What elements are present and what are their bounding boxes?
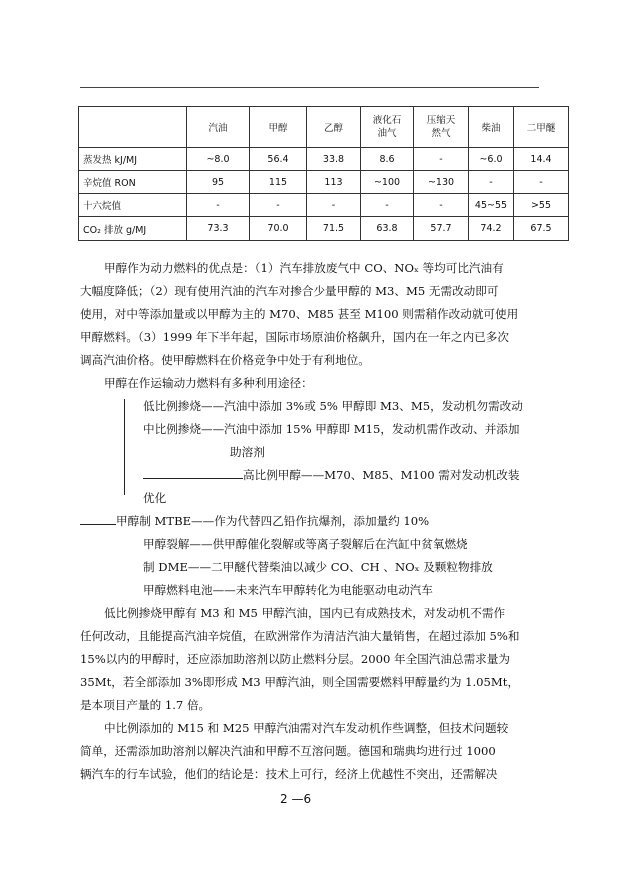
table-cell: CO₂ 排放 g/MJ: [79, 217, 187, 241]
table-cell: 57.7: [414, 217, 469, 241]
paragraph-line: 中比例添加的 M15 和 M25 甲醇汽油需对汽车发动机作些调整，但技术问题较: [104, 721, 509, 735]
use-cracking: 甲醇裂解——供甲醇催化裂解或等离子裂解后在汽缸中贫氧燃烧: [143, 537, 468, 551]
paragraph-line: 甲醇燃料。（3）1999 年下半年起，国际市场原油价格飙升，国内在一年之内已多次: [80, 330, 509, 344]
paragraph-line: 大幅度降低；（2）现有使用汽油的汽车对掺合少量甲醇的 M3、M5 无需改动即可: [80, 284, 499, 298]
table-cell: 十六烷值: [79, 194, 187, 217]
use-fuel-cell: 甲醇燃料电池——未来汽车甲醇转化为电能驱动电动汽车: [143, 583, 433, 597]
table-row: [79, 217, 569, 241]
table-header-cell: 二甲醚: [514, 107, 569, 148]
use-mtbe: 甲醇制 MTBE——作为代替四乙铅作抗爆剂，添加量约 10%: [116, 514, 430, 528]
table-cell: ~8.0: [187, 148, 250, 171]
table-cell: 63.8: [361, 217, 414, 241]
table-cell: -: [307, 194, 361, 217]
use-dme: 制 DME——二甲醚代替柴油以减少 CO、CH 、NOₓ 及颗粒物排放: [143, 560, 493, 574]
paragraph-line: 甲醇在作运输动力燃料有多种利用途径：: [104, 376, 313, 390]
table-cell: -: [250, 194, 307, 217]
table-cell: 73.3: [187, 217, 250, 241]
table-cell: 115: [250, 171, 307, 194]
table-cell: 74.2: [469, 217, 514, 241]
use-high-ratio: 高比例甲醇——M70、M85、M100 需对发动机改装: [243, 468, 520, 482]
paragraph-line: 低比例掺烧甲醇有 M3 和 M5 甲醇汽油，国内已有成熟技术，对发动机不需作: [104, 606, 506, 620]
table-cell: 71.5: [307, 217, 361, 241]
table-header-cell: 汽油: [187, 107, 250, 148]
table-cell: 辛烷值 RON: [79, 171, 187, 194]
table-cell: -: [187, 194, 250, 217]
table-cell: 45~55: [469, 194, 514, 217]
table-cell: 95: [187, 171, 250, 194]
table-header-cell: 液化石 油气: [361, 107, 414, 148]
table-cell: -: [414, 194, 469, 217]
page-number: 2 —6: [280, 792, 312, 806]
use-mid-ratio: 中比例掺烧——汽油中添加 15% 甲醇即 M15，发动机需作改动、并添加: [143, 422, 520, 436]
table-row: [79, 148, 569, 171]
outline-bracket: [124, 399, 125, 495]
table-cell: ~6.0: [469, 148, 514, 171]
fuel-property-table: [78, 106, 569, 241]
table-cell: >55: [514, 194, 569, 217]
paragraph-line: 甲醇作为动力燃料的优点是：（1）汽车排放废气中 CO、NOₓ 等均可比汽油有: [104, 261, 504, 275]
paragraph-line: 35Mt，若全部添加 3%即形成 M3 甲醇汽油，则全国需要燃料甲醇量约为 1.05Mt，: [80, 675, 520, 689]
leader-line: [143, 469, 243, 479]
table-row: [79, 171, 569, 194]
table-cell: 蒸发热 kJ/MJ: [79, 148, 187, 171]
use-low-ratio: 低比例掺烧——汽油中添加 3%或 5% 甲醇即 M3、M5，发动机勿需改动: [143, 399, 523, 413]
table-header-row: [79, 107, 569, 148]
paragraph-line: 任何改动，且能提高汽油辛烷值，在欧洲常作为清洁汽油大量销售，在超过添加 5%和: [80, 629, 520, 643]
table-cell: 67.5: [514, 217, 569, 241]
table-row: [79, 194, 569, 217]
table-cell: 56.4: [250, 148, 307, 171]
use-mid-ratio-cont: 助溶剂: [230, 445, 265, 459]
table-cell: 70.0: [250, 217, 307, 241]
table-header-cell: 压缩天 然气: [414, 107, 469, 148]
paragraph-line: 15%以内的甲醇时，还应添加助溶剂以防止燃料分层。2000 年全国汽油总需求量为: [80, 652, 510, 666]
header-rule: [80, 87, 539, 88]
paragraph-line: 使用，对中等添加量或以甲醇为主的 M70、M85 甚至 M100 则需稍作改动就可使用: [80, 307, 519, 321]
paragraph-line: 是本项目产量的 1.7 倍。: [80, 698, 211, 712]
table-cell: -: [514, 171, 569, 194]
table-cell: 14.4: [514, 148, 569, 171]
use-high-ratio-line: [143, 464, 519, 486]
use-high-ratio-cont: 优化: [143, 491, 167, 505]
paragraph-line: 辆汽车的行车试验，他们的结论是：技术上可行，经济上优越性不突出，还需解决: [80, 767, 498, 781]
table-header-cell: [79, 107, 187, 148]
table-cell: 8.6: [361, 148, 414, 171]
table-cell: -: [469, 171, 514, 194]
table-header-cell: 乙醇: [307, 107, 361, 148]
table-cell: ~100: [361, 171, 414, 194]
table-header-cell: 甲醇: [250, 107, 307, 148]
paragraph-line: 调高汽油价格。使甲醇燃料在价格竞争中处于有利地位。: [80, 353, 370, 367]
table-cell: 113: [307, 171, 361, 194]
table-cell: ~130: [414, 171, 469, 194]
table-header-cell: 柴油: [469, 107, 514, 148]
use-mtbe-line: [80, 510, 429, 532]
table-cell: 33.8: [307, 148, 361, 171]
table-cell: -: [361, 194, 414, 217]
table-cell: -: [414, 148, 469, 171]
leader-line: [80, 515, 116, 525]
paragraph-line: 简单，还需添加助溶剂以解决汽油和甲醇不互溶问题。德国和瑞典均进行过 1000: [80, 744, 496, 758]
